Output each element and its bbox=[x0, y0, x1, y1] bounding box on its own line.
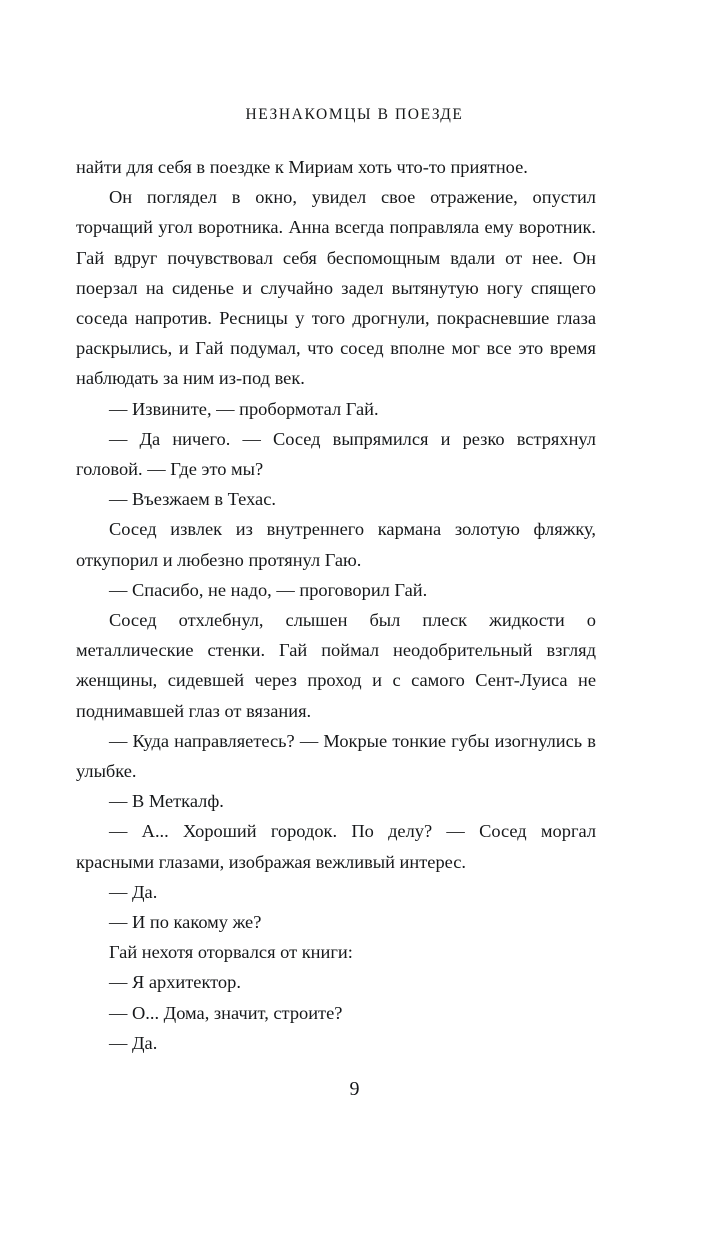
paragraph: — Куда направляетесь? — Мокрые тонкие губы изогнулись в улыбке. bbox=[76, 730, 596, 782]
running-head: НЕЗНАКОМЦЫ В ПОЕЗДЕ bbox=[245, 106, 464, 123]
paragraph: — А... Хороший городок. По делу? — Сосед моргал красными глазами, изображая вежливый интерес. bbox=[76, 821, 596, 872]
paragraph: Он поглядел в окно, увидел свое отражение, опустил торчащий угол воротника. Анна всегда поправляла ему воротник. Гай вдруг почувствовал себя беспомощным вдали от нее. Он поерзал на сиденье и случайно задел вытянутую ногу спящего соседа напротив. Ресницы у того дрогнули, покрасневшие глаза раскрылись, и Гай подумал, что сосед вполне мог все это время наблюдать за ним из-под век. bbox=[76, 187, 596, 389]
paragraph: — О... Дома, значит, строите? bbox=[109, 1002, 343, 1023]
paragraph: Гай нехотя оторвался от книги: bbox=[109, 942, 353, 963]
paragraph: — Да. bbox=[109, 1032, 158, 1053]
paragraph: — В Меткалф. bbox=[109, 791, 224, 812]
paragraph: Сосед извлек из внутреннего кармана золотую фляжку, откупорил и любезно протянул Гаю. bbox=[76, 519, 596, 570]
paragraph: — Да ничего. — Сосед выпрямился и резко встряхнул головой. — Где это мы? bbox=[76, 428, 596, 480]
paragraph: — Спасибо, не надо, — проговорил Гай. bbox=[109, 579, 428, 600]
paragraph: Сосед отхлебнул, слышен был плеск жидкости о металлические стенки. Гай поймал неодобрительный взгляд женщины, сидевшей через проход и с самого Сент-Луиса не поднимавшей глаз от вязания. bbox=[76, 610, 596, 721]
body-text bbox=[76, 152, 596, 1058]
paragraph: найти для себя в поездке к Мириам хоть что-то приятное. bbox=[76, 157, 528, 177]
paragraph: — Въезжаем в Техас. bbox=[109, 489, 276, 510]
paragraph: — Да. bbox=[109, 881, 158, 902]
paragraph: — Извините, — пробормотал Гай. bbox=[109, 398, 379, 419]
page-number: 9 bbox=[349, 1078, 360, 1100]
paragraph: — И по какому же? bbox=[109, 912, 262, 933]
paragraph: — Я архитектор. bbox=[109, 972, 241, 993]
